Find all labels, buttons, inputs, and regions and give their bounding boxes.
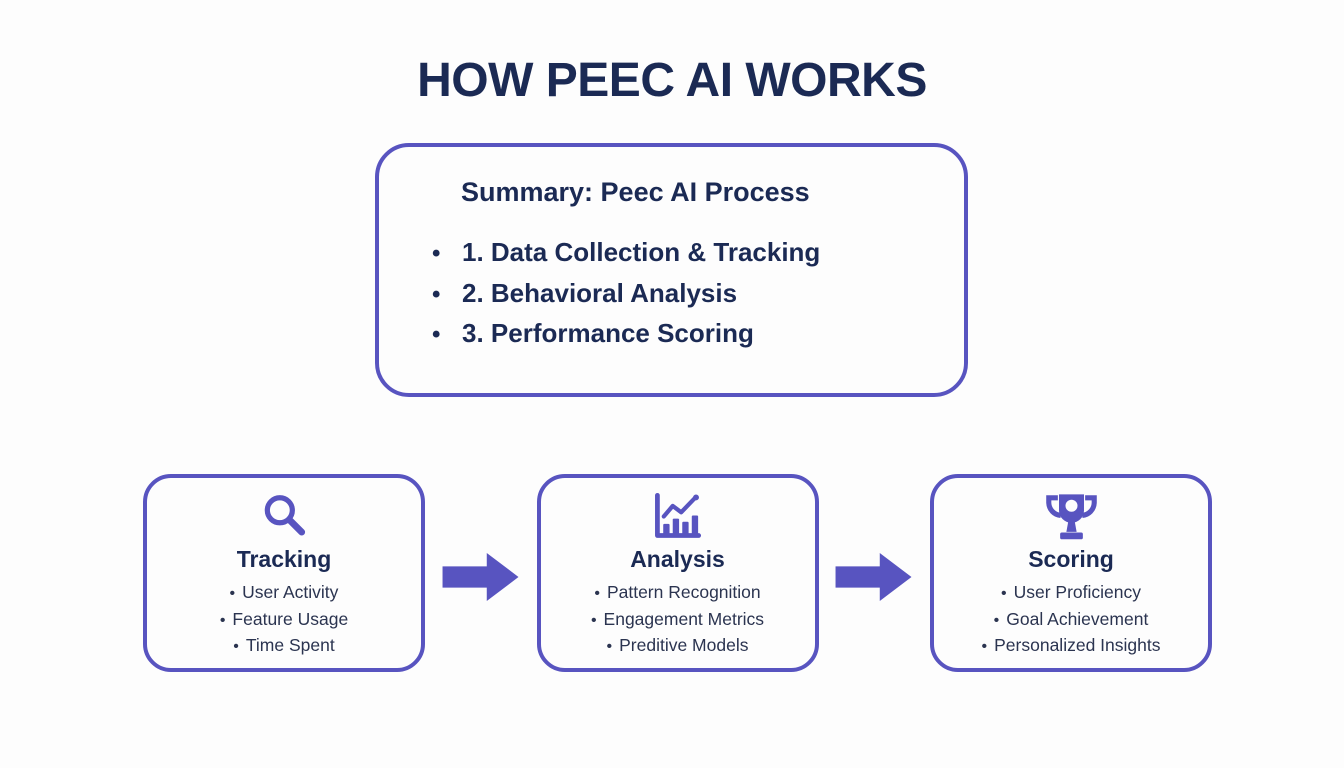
bullet-dot: •: [981, 638, 988, 655]
card-list: [982, 580, 1161, 660]
bullet-dot: •: [432, 321, 441, 348]
bullet-item: [982, 580, 1161, 607]
arrow-right-icon: [442, 552, 520, 607]
card-analysis: [537, 474, 819, 672]
bullet-item: [220, 607, 348, 634]
bullet-text: Engagement Metrics: [603, 608, 765, 629]
bullet-item: [220, 633, 348, 660]
bullet-item: [591, 633, 764, 660]
card-tracking: [143, 474, 425, 672]
trophy-icon: [1044, 490, 1099, 542]
bullet-item: [432, 274, 934, 315]
bullet-dot: •: [432, 240, 441, 267]
summary-box: [375, 143, 968, 397]
bullet-dot: •: [432, 280, 441, 308]
bullet-item: [591, 580, 764, 607]
bullet-dot: •: [229, 585, 236, 602]
process-flow: [143, 474, 1212, 672]
bullet-item: [220, 580, 348, 607]
bullet-item: [982, 633, 1161, 660]
card-title: Analysis: [630, 546, 725, 572]
card-title: Scoring: [1028, 546, 1114, 572]
bullet-dot: •: [1000, 585, 1007, 602]
bullet-dot: •: [993, 611, 1000, 629]
bullet-text: 3. Performance Scoring: [462, 318, 754, 348]
bullet-text: 1. Data Collection & Tracking: [462, 237, 821, 267]
search-icon: [259, 490, 309, 542]
card-scoring: [930, 474, 1212, 672]
summary-list: [432, 233, 934, 355]
bullet-text: Feature Usage: [232, 608, 349, 629]
bullet-item: [432, 233, 934, 274]
arrow-right-icon: [835, 552, 913, 607]
bullet-item: [432, 314, 934, 355]
bullet-dot: •: [590, 611, 597, 629]
bullet-dot: •: [233, 638, 239, 655]
bullet-dot: •: [606, 638, 613, 655]
card-list: [591, 580, 764, 660]
bullet-text: 2. Behavioral Analysis: [462, 277, 738, 308]
bullet-dot: •: [219, 611, 226, 629]
page-title: HOW PEEC AI WORKS: [417, 54, 927, 107]
card-title: Tracking: [236, 546, 332, 572]
bullet-item: [982, 607, 1161, 634]
bullet-text: Goal Achievement: [1006, 608, 1149, 629]
bullet-text: User Proficiency: [1013, 582, 1141, 602]
bullet-text: Pattern Recognition: [606, 582, 761, 602]
bullet-dot: •: [594, 585, 600, 602]
bar-chart-icon: [650, 490, 705, 542]
bullet-text: User Activity: [242, 582, 339, 602]
bullet-item: [591, 607, 764, 634]
summary-title: Summary: Peec AI Process: [461, 177, 810, 207]
bullet-text: Time Spent: [245, 635, 335, 655]
bullet-text: Personalized Insights: [994, 635, 1161, 655]
bullet-text: Preditive Models: [619, 635, 749, 655]
card-list: [220, 580, 348, 660]
